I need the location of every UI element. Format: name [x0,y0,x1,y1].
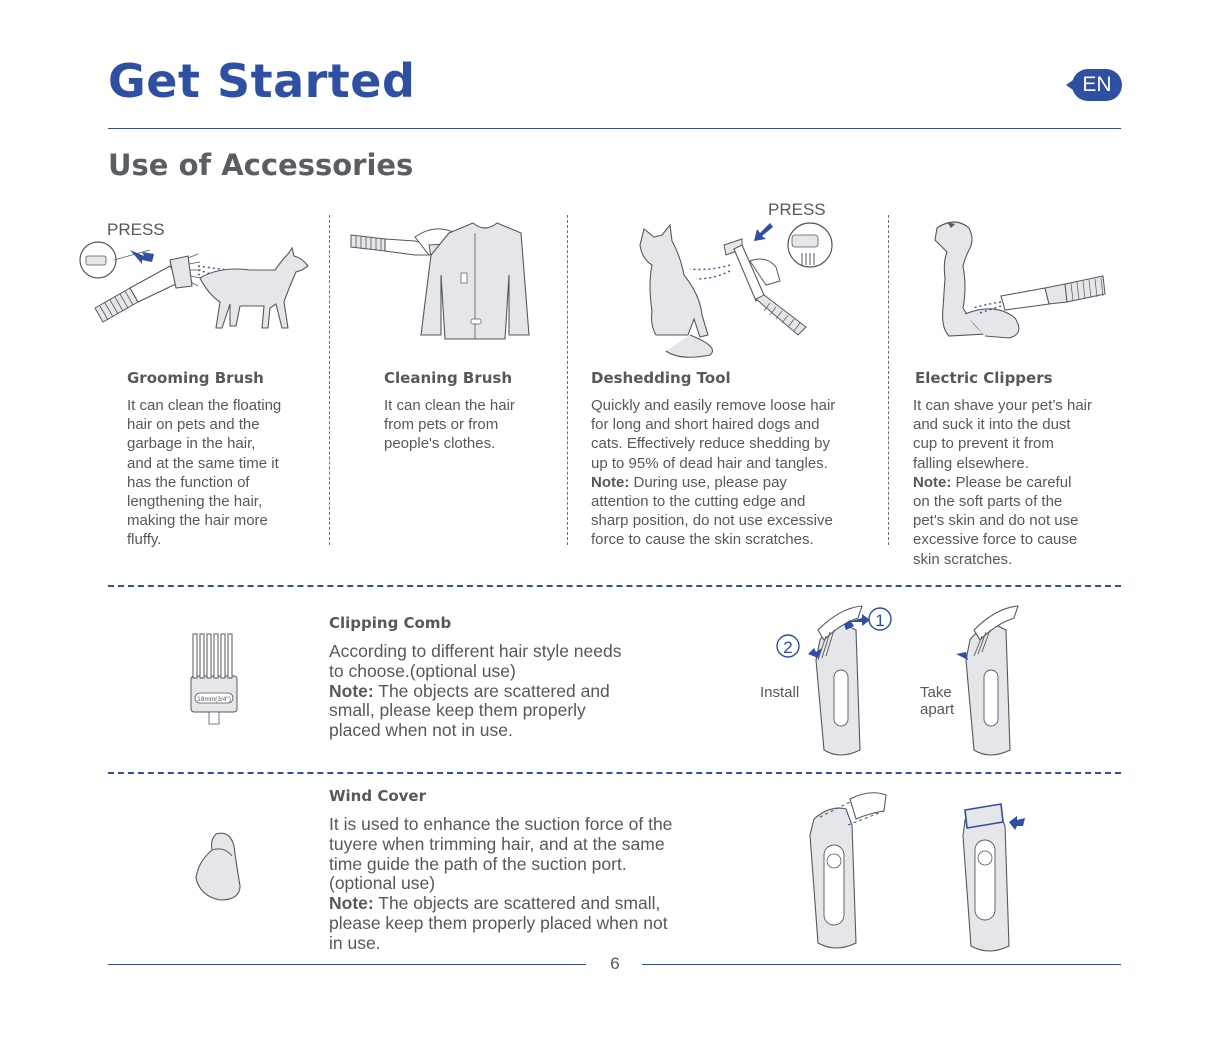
press-label: PRESS [768,200,826,219]
grooming-brush-description [127,396,327,550]
electric-clippers-illustration [925,218,1110,348]
electric-clippers-title: Electric Clippers [915,369,1053,387]
desc-line: attention to the cutting edge and [591,493,806,511]
cleaning-brush-description [384,396,564,454]
take-apart-line: Take [920,684,952,701]
footer-divider-right [642,964,1121,965]
desc-line: (optional use) [329,873,436,894]
desc-line: lengthening the hair, [127,493,263,511]
desc-line: for long and short haired dogs and [591,416,820,434]
comb-size-label: 18mm(3/4") [197,696,231,703]
electric-clippers-description [913,396,1123,569]
comb-take-apart-illustration [940,600,1030,760]
install-label: Install [760,684,800,701]
note-text: The objects are scattered and [373,680,610,701]
desc-line: skin scratches. [913,550,1013,568]
desc-line: pet's skin and do not use [913,512,1079,530]
deshedding-tool-title: Deshedding Tool [591,369,731,387]
desc-line: It can clean the floating [127,397,282,414]
note-line [329,894,729,914]
section-title: Use of Accessories [108,148,414,182]
grooming-brush-title: Grooming Brush [127,369,264,387]
desc-line: placed when not in use. [329,720,513,741]
section-divider [108,772,1121,774]
desc-line: and suck it into the dust [913,416,1071,434]
note-label: Note: [591,473,630,491]
desc-line: cup to prevent it from [913,435,1054,453]
note-line [329,682,729,702]
note-text: During use, please pay [629,473,787,491]
desc-line: please keep them properly placed when not [329,912,668,933]
take-apart-line: apart [920,701,955,718]
section-divider [108,585,1121,587]
desc-line: people's clothes. [384,435,496,453]
wind-cover-description [329,815,729,954]
page-title: Get Started [108,54,416,108]
grooming-brush-illustration [70,230,320,340]
wind-cover-illustration [190,828,250,908]
note-label: Note: [913,473,952,491]
note-label: Note: [329,680,374,701]
desc-line: small, please keep them properly [329,700,586,721]
column-divider [888,215,889,545]
desc-line: has the function of [127,473,250,491]
desc-line: up to 95% of dead hair and tangles. [591,454,828,472]
desc-line: and at the same time it [127,454,279,472]
desc-line: According to different hair style needs [329,641,622,661]
wind-cover-attached-illustration [955,800,1035,950]
press-label: PRESS [107,220,165,239]
desc-line: to choose.(optional use) [329,660,516,681]
cleaning-brush-illustration [345,215,545,345]
wind-cover-attach-illustration [800,785,900,950]
note-text: The objects are scattered and small, [373,893,661,914]
desc-line: It can shave your pet’s hair [913,397,1092,414]
desc-line: falling elsewhere. [913,454,1029,472]
clipping-comb-title: Clipping Comb [329,614,452,632]
desc-line: in use. [329,932,381,953]
desc-line: force to cause the skin scratches. [591,531,814,549]
desc-line: excessive force to cause [913,531,1078,549]
take-apart-label [920,684,954,718]
desc-line: from pets or from [384,416,499,434]
desc-line: sharp position, do not use excessive [591,512,833,530]
desc-line: hair on pets and the [127,416,260,434]
note-text: Please be careful [951,473,1072,491]
wind-cover-title: Wind Cover [329,787,426,805]
desc-line: tuyere when trimming hair, and at the same [329,833,665,854]
desc-line: fluffy. [127,531,162,549]
clipping-comb-illustration [185,630,245,730]
step-1-number: 1 [875,611,885,630]
language-badge: EN [1072,69,1122,101]
comb-install-illustration [770,600,900,760]
note-label: Note: [329,893,374,914]
desc-line: garbage in the hair, [127,435,256,453]
deshedding-tool-illustration [630,215,840,360]
step-2-number: 2 [783,638,793,657]
desc-line: It can clean the hair [384,397,515,414]
footer-divider-left [108,964,586,965]
header-divider [108,128,1121,129]
desc-line: making the hair more [127,512,268,530]
desc-line: It is used to enhance the suction force of the [329,814,673,834]
page-number: 6 [610,954,620,973]
clipping-comb-description [329,642,729,741]
column-divider [567,215,568,545]
column-divider [329,215,330,545]
desc-line: time guide the path of the suction port. [329,853,627,874]
desc-line: on the soft parts of the [913,493,1063,511]
note-line [913,473,1123,492]
note-line [591,473,883,492]
deshedding-tool-description [591,396,883,550]
desc-line: Quickly and easily remove loose hair [591,397,836,414]
desc-line: cats. Effectively reduce shedding by [591,435,831,453]
cleaning-brush-title: Cleaning Brush [384,369,513,387]
